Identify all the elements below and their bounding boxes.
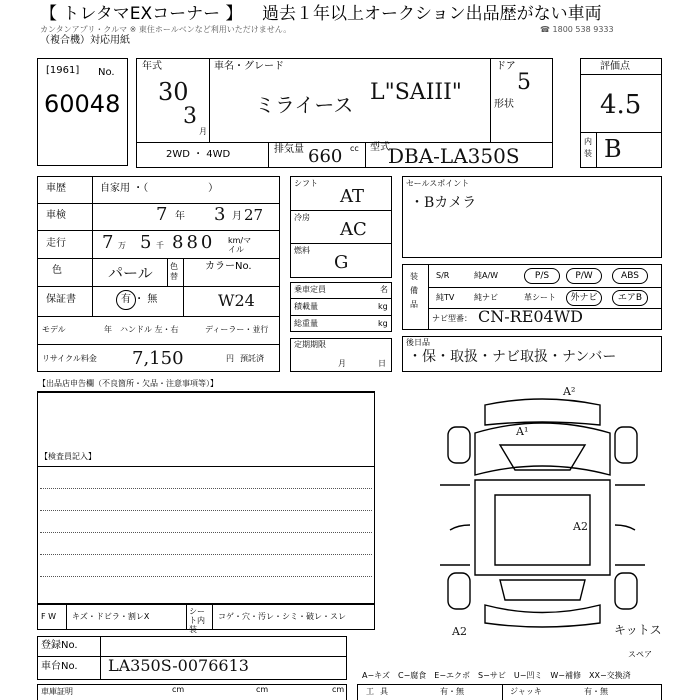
capacity-r3: 総重量: [294, 319, 318, 328]
shape-label: 形状: [494, 99, 514, 110]
year-value: 30: [158, 78, 189, 106]
color-code: W24: [218, 291, 255, 310]
floor-text: キズ・ドビラ・割レX: [72, 612, 150, 621]
mileage-u1: 万: [118, 241, 126, 250]
seat-label: シート内装: [189, 607, 205, 634]
subheader-line2: （複合機）対応用紙: [40, 35, 130, 46]
inspection-month: 3: [214, 204, 226, 225]
navi-label: ナビ型番：: [432, 314, 472, 323]
equipment-item-row1-2: P/S: [524, 268, 560, 284]
damage-a2-bottom: A2: [452, 625, 467, 638]
color-code-label: カラーNo.: [205, 261, 252, 272]
inspection-year: 7: [156, 204, 168, 225]
month-unit: 月: [199, 127, 207, 136]
recycle-deposit: 預託済: [240, 354, 264, 363]
month-value: 3: [183, 104, 197, 129]
model-row-year: 年: [104, 325, 112, 334]
mileage-man: 7: [102, 232, 114, 253]
fuel-value: G: [334, 252, 349, 273]
equipment-item-row2-0: 純TV: [436, 293, 455, 302]
equipment-item-row2-2: 革シート: [524, 293, 556, 302]
mileage-label: 走行: [46, 238, 66, 249]
mileage-rest: 880: [172, 232, 216, 253]
width-cm3: cm: [332, 685, 345, 694]
inspector-label: 【検査員記入】: [40, 452, 96, 461]
mileage-u2: 千: [156, 241, 164, 250]
equipment-item-row1-0: S/R: [436, 271, 450, 280]
equipment-item-row2-3: 外ナビ: [566, 290, 602, 306]
jack-value: 有・無: [584, 687, 608, 696]
width-box: [37, 684, 347, 700]
capacity-r2u: kg: [378, 302, 388, 311]
capacity-r3u: kg: [378, 319, 388, 328]
equipment-item-row2-1: 純ナビ: [474, 293, 498, 302]
mileage-unit: km/マイル: [228, 236, 252, 254]
rating-score: 4.5: [600, 90, 642, 120]
inspection-day: 27: [244, 206, 264, 224]
tools-label: 工具: [366, 687, 394, 696]
color-value: パール: [108, 264, 153, 282]
damage-legend: A−キズ C−腐食 E−エクボ S−サビ U−凹ミ W−補修 XX−交換済: [362, 671, 631, 680]
model-value: DBA-LA350S: [388, 144, 520, 168]
chassis-label: 車台No.: [41, 661, 78, 672]
lot-number: 60048: [44, 90, 121, 118]
car-grade: L"SAIII": [370, 80, 462, 105]
inspector-box: [37, 392, 375, 604]
recycle-unit: 円: [226, 354, 234, 363]
displacement-value: 660: [308, 146, 343, 167]
width-cm1: cm: [172, 685, 185, 694]
ac-value: AC: [340, 219, 367, 240]
color-change: 色替: [170, 262, 178, 281]
recycle-value: 7,150: [132, 348, 184, 369]
capacity-r1: 乗車定員: [294, 285, 326, 294]
color-label: 色: [52, 265, 62, 276]
inspection-y: 年: [175, 211, 185, 222]
drive-label: 2WD ・ 4WD: [166, 149, 231, 160]
periodic-month: 月: [338, 359, 346, 368]
shift-value: AT: [340, 186, 365, 207]
equipment-item-row1-4: ABS: [612, 268, 648, 284]
shift-label: シフト: [294, 179, 318, 188]
inspection-m: 月: [232, 211, 242, 222]
periodic-label: 定期期限: [294, 340, 326, 349]
dealer-notes-label: 【出品店申告欄（不良箇所・欠品・注意事項等）】: [38, 379, 218, 388]
mileage-sen: 5: [140, 232, 152, 253]
interior-label: 内 装: [584, 137, 592, 158]
width-label: 車庫証明: [41, 687, 73, 696]
equipment-item-row1-3: P/W: [566, 268, 602, 284]
spare-label: スペア: [628, 650, 652, 659]
car-label: 車名・グレード: [214, 61, 284, 72]
damage-a2-top: A²: [563, 385, 576, 398]
floor-label: F W: [41, 612, 57, 621]
warranty-yes: 有 ・ 無: [121, 294, 158, 305]
lot-no-label: No.: [98, 67, 115, 78]
inspection-label: 車検: [46, 210, 66, 221]
door-count: 5: [517, 70, 531, 95]
history-label: 車歴: [46, 183, 66, 194]
model-row-handle: ハンドル 左・右: [120, 325, 179, 334]
chassis-value: LA350S-0076613: [108, 656, 249, 675]
model-label: 型式: [370, 142, 390, 153]
rating-label: 評価点: [600, 61, 630, 72]
capacity-r2: 積載量: [294, 302, 318, 311]
tools-value: 有・無: [440, 687, 464, 696]
capacity-r1u: 名: [380, 285, 388, 294]
equipment-item-row2-4: エアB: [612, 290, 648, 306]
width-cm2: cm: [256, 685, 269, 694]
extras-value: ・保・取扱・ナビ取扱・ナンバー: [408, 349, 617, 365]
car-damage-diagram: [430, 385, 670, 638]
door-label: ドア: [496, 61, 516, 72]
reg-label: 登録No.: [41, 640, 78, 651]
history-value: 自家用 ・（ ）: [100, 183, 219, 194]
seat-text: コゲ・穴・汚レ・シミ・破レ・スレ: [218, 612, 346, 621]
lot-tag: [1961]: [46, 65, 80, 76]
sales-label: セールスポイント: [406, 179, 470, 188]
equipment-item-row1-1: 純A/W: [474, 271, 499, 280]
year-label: 年式: [142, 61, 162, 72]
extras-label: 後日品: [406, 338, 430, 347]
damage-a1-top: A¹: [516, 425, 529, 438]
periodic-day: 日: [378, 359, 386, 368]
header-title-right: 過去１年以上オークション出品歴がない車両: [262, 4, 602, 24]
header-title-left: 【 トレタマEXコーナー 】: [40, 4, 243, 24]
sales-value: ・Bカメラ: [410, 195, 477, 211]
displacement-label: 排気量: [274, 144, 304, 155]
displacement-unit: cc: [350, 144, 359, 153]
damage-a2-right: A2: [573, 520, 588, 533]
ac-label: 冷房: [294, 213, 310, 222]
spare-handwritten: キットス: [614, 623, 662, 637]
subheader-phone: ☎ 1800 538 9333: [540, 25, 614, 34]
subheader-line1: カンタンアプリ・クルマ ※ 東住ホールベンなど利用いただけません。: [40, 25, 292, 34]
equipment-label: 装 備 品: [410, 272, 418, 309]
interior-value: B: [604, 135, 622, 163]
jack-label: ジャッキ: [510, 687, 542, 696]
sales-box: [402, 176, 662, 258]
warranty-label: 保証書: [46, 294, 76, 305]
recycle-label: リサイクル料金: [42, 354, 97, 363]
navi-value: CN-RE04WD: [478, 307, 584, 326]
fuel-label: 燃料: [294, 246, 310, 255]
car-name: ミライース: [255, 93, 354, 117]
model-row-dealer: ディーラー・並行: [205, 325, 269, 334]
model-row-label: モデル: [42, 325, 66, 334]
